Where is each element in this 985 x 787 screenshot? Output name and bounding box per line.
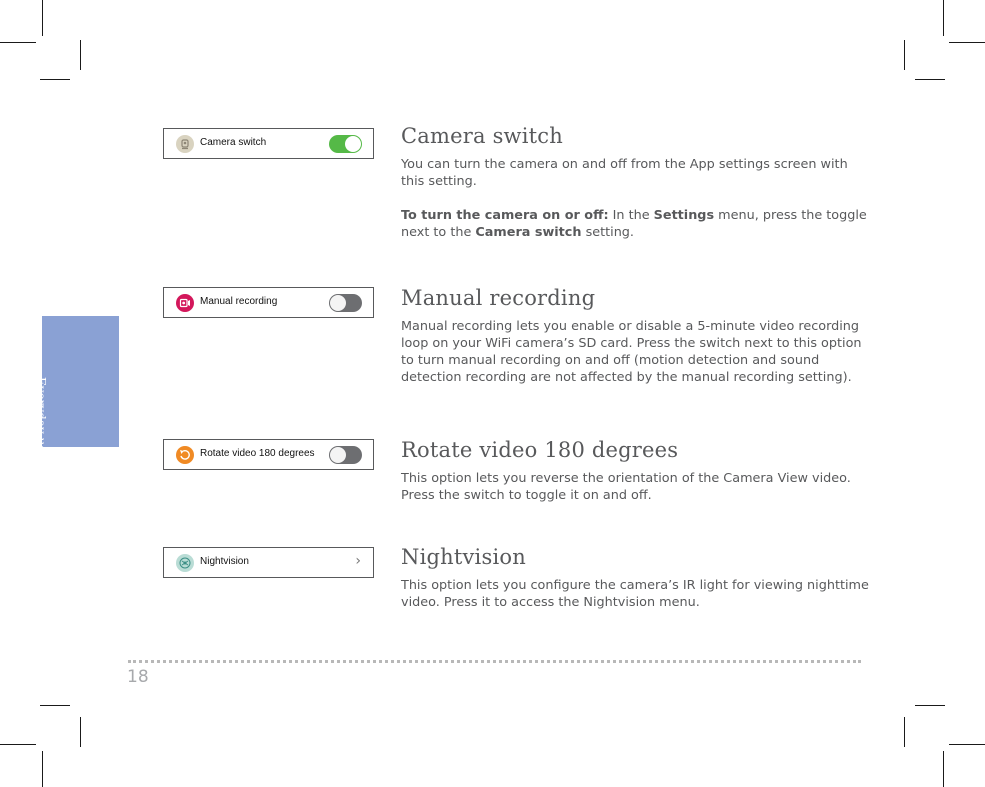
crop-mark: [943, 751, 944, 787]
chevron-right-icon: ›: [355, 553, 361, 569]
section-manual-recording: [401, 286, 871, 386]
crop-mark: [943, 0, 944, 36]
instruction-text: In the: [608, 208, 654, 223]
setting-label: Manual recording: [200, 296, 278, 307]
section-body: This option lets you reverse the orientation of the Camera View video. Press the switch to toggle it on and off.: [401, 471, 851, 503]
section-side-tab: [42, 316, 119, 447]
section-rotate-video: [401, 438, 871, 504]
section-instructions: [401, 207, 871, 241]
section-body: This option lets you configure the camera’s IR light for viewing nighttime video. Press it to access the Nightvision menu.: [401, 578, 869, 610]
crop-mark: [42, 0, 43, 36]
crop-mark: [40, 705, 70, 706]
crop-mark: [915, 79, 945, 80]
setting-row-nightvision[interactable]: [163, 547, 374, 578]
crop-mark: [0, 42, 36, 43]
camera-switch-term: Camera switch: [475, 225, 582, 240]
setting-label: Nightvision: [200, 556, 249, 567]
rotate-icon: [176, 446, 194, 464]
crop-mark: [40, 79, 70, 80]
settings-term: Settings: [653, 208, 715, 223]
camera-icon: [176, 135, 194, 153]
section-title: Camera switch: [401, 124, 563, 148]
record-icon: [176, 294, 194, 312]
footer-dotted-rule: [128, 660, 861, 663]
crop-mark: [80, 40, 81, 70]
section-title: Nightvision: [401, 545, 526, 569]
crop-mark: [904, 40, 905, 70]
crop-mark: [80, 717, 81, 747]
instruction-lead: To turn the camera on or off:: [401, 208, 609, 223]
crop-mark: [949, 42, 985, 43]
manual-recording-toggle[interactable]: [329, 294, 362, 312]
setting-row-rotate-video: [163, 439, 374, 470]
setting-row-manual-recording: [163, 287, 374, 318]
section-title: Rotate video 180 degrees: [401, 438, 679, 462]
crop-mark: [904, 717, 905, 747]
section-title: Manual recording: [401, 286, 596, 310]
rotate-video-toggle[interactable]: [329, 446, 362, 464]
section-camera-switch: [401, 124, 871, 241]
page-number: 18: [127, 667, 149, 687]
section-nightvision: [401, 545, 871, 611]
instruction-text: setting.: [581, 225, 634, 240]
camera-switch-toggle[interactable]: [329, 135, 362, 153]
setting-label: Camera switch: [200, 137, 267, 148]
side-tab-label: Everyday use: [34, 377, 48, 459]
nightvision-icon: [176, 554, 194, 572]
crop-mark: [915, 705, 945, 706]
setting-label: Rotate video 180 degrees: [200, 448, 315, 459]
crop-mark: [0, 744, 36, 745]
instruction-text: menu, press the toggle next to the: [401, 208, 867, 240]
setting-row-camera-switch: [163, 128, 374, 159]
section-body: Manual recording lets you enable or disable a 5-minute video recording loop on your WiFi camera’s SD card. Press the switch next to this option to turn manual recording on and off (motion detection and sound detection recording are not affected by the manual recording setting).: [401, 319, 862, 385]
crop-mark: [42, 751, 43, 787]
crop-mark: [949, 744, 985, 745]
section-body: You can turn the camera on and off from the App settings screen with this setting.: [401, 157, 848, 189]
